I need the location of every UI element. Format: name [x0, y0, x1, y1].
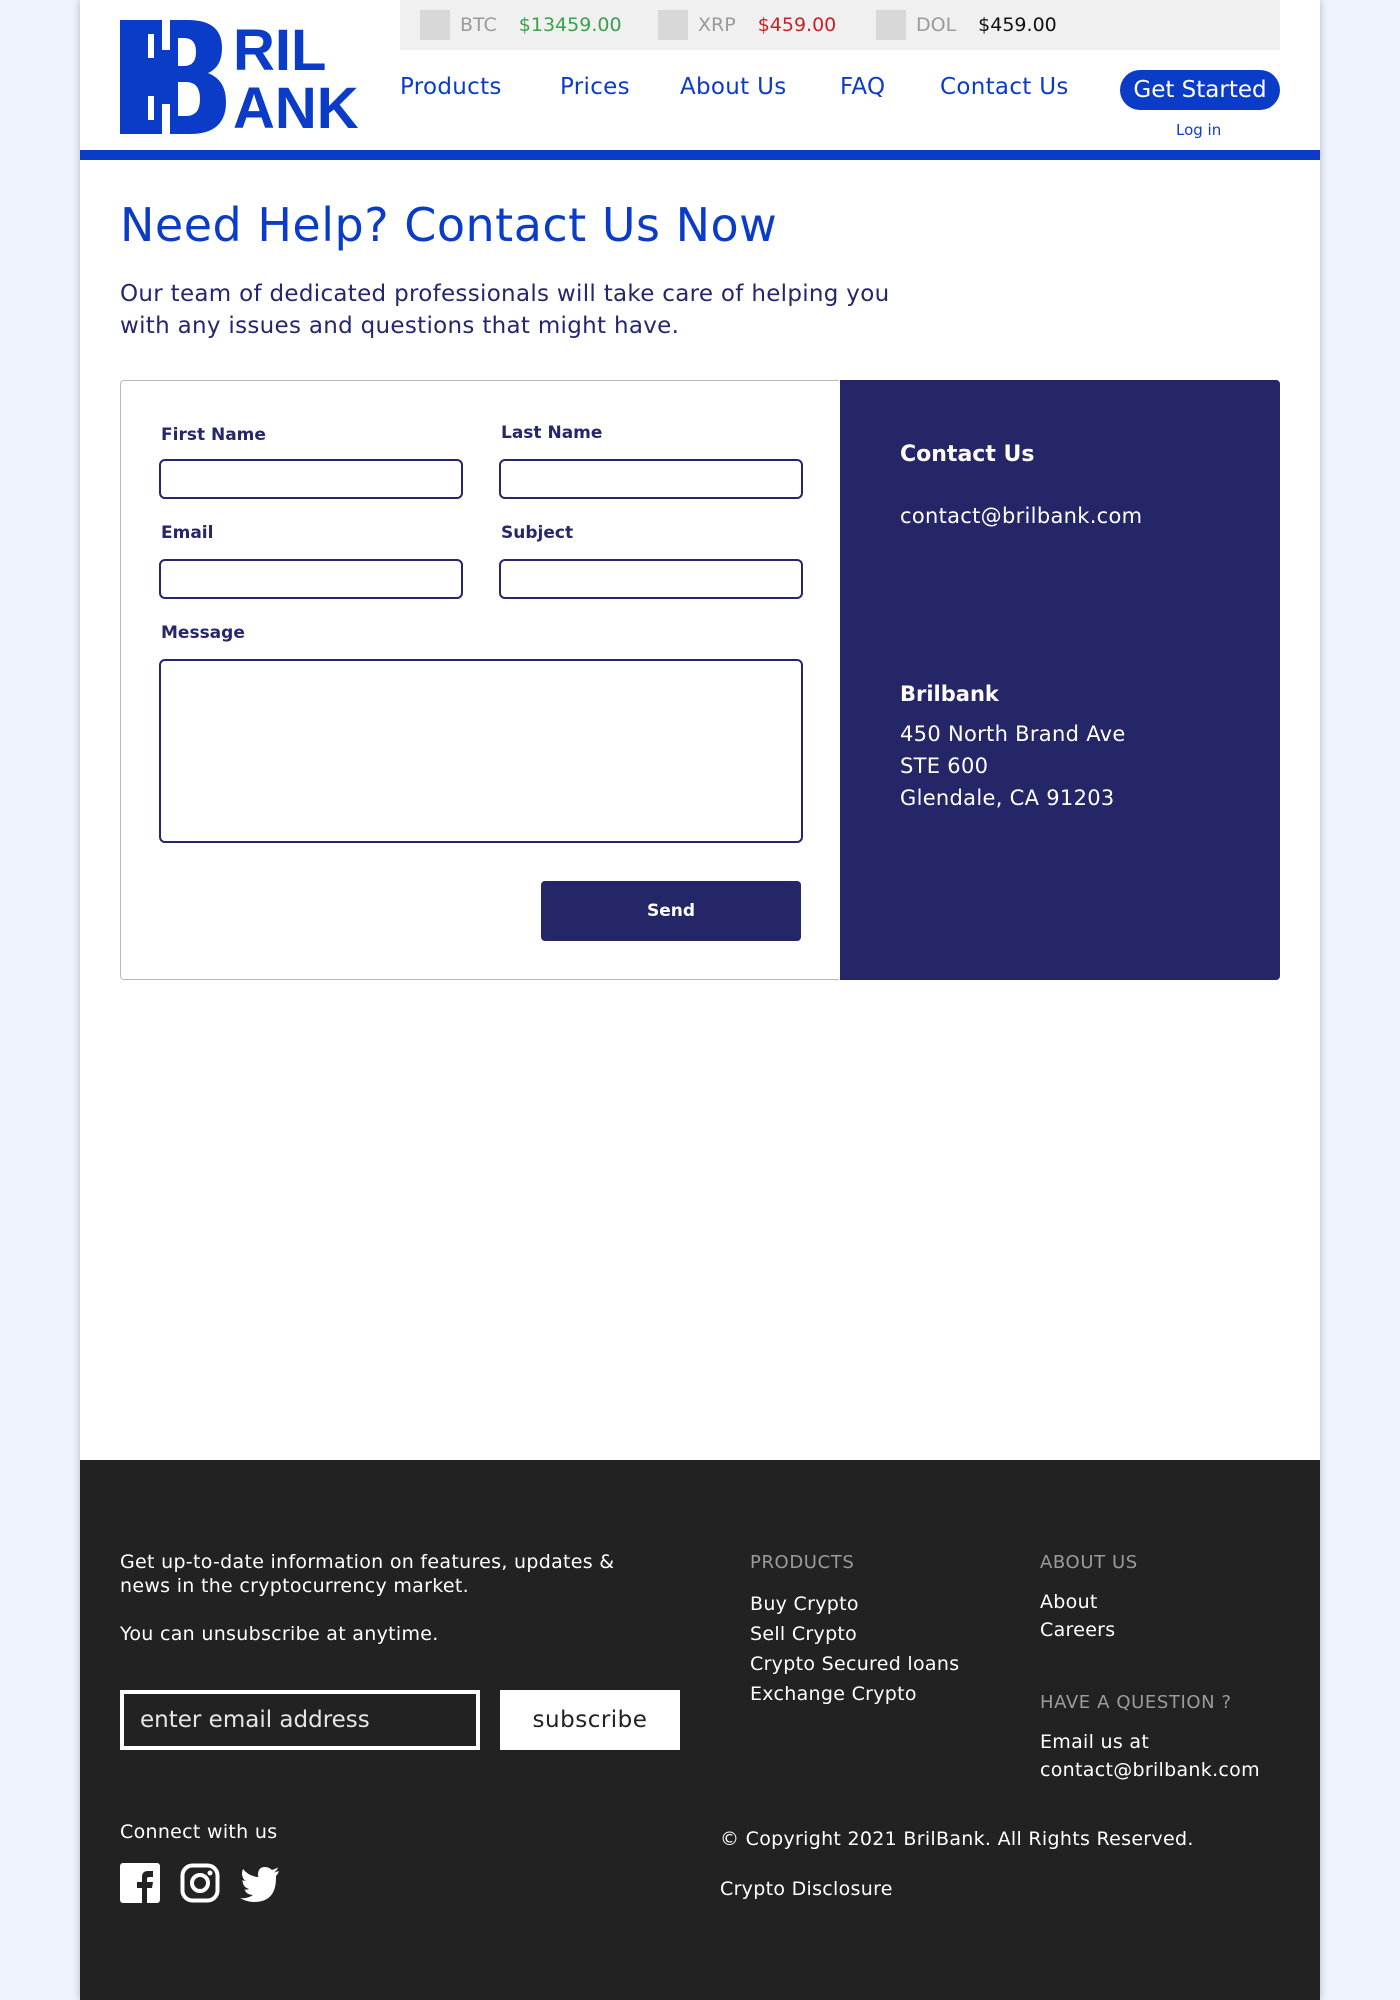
last-name-input[interactable]	[499, 459, 803, 499]
footer-link-crypto-secured-loans[interactable]: Crypto Secured loans	[750, 1653, 960, 1675]
about-heading: ABOUT US	[1040, 1552, 1138, 1573]
page-title: Need Help? Contact Us Now	[120, 198, 778, 252]
footer	[80, 1460, 1320, 2000]
footer-link-about[interactable]: About	[1040, 1591, 1098, 1613]
twitter-icon[interactable]	[240, 1863, 280, 1903]
footer-contact-email[interactable]: contact@brilbank.com	[1040, 1759, 1260, 1781]
address-line-1: 450 North Brand Ave	[900, 722, 1126, 746]
message-textarea[interactable]	[159, 659, 803, 843]
first-name-label: First Name	[161, 425, 266, 445]
login-link[interactable]: Log in	[1176, 121, 1222, 139]
xrp-coin-icon	[658, 10, 688, 40]
logo-text-ril: RIL	[233, 20, 327, 83]
question-line: Email us at	[1040, 1731, 1150, 1753]
ticker-price: $459.00	[978, 14, 1057, 36]
question-heading: HAVE A QUESTION ?	[1040, 1692, 1232, 1713]
email-input[interactable]	[159, 559, 463, 599]
subject-input[interactable]	[499, 559, 803, 599]
page-subtitle: Our team of dedicated professionals will take care of helping you with any issues and questions that might have.	[120, 281, 890, 339]
footer-link-buy-crypto[interactable]: Buy Crypto	[750, 1593, 859, 1615]
ticker-symbol: BTC	[460, 14, 497, 36]
nav-products[interactable]: Products	[400, 74, 502, 100]
address-line-3: Glendale, CA 91203	[900, 786, 1115, 810]
newsletter-email-input[interactable]	[120, 1690, 480, 1750]
contact-info-panel	[840, 380, 1280, 980]
subscribe-button[interactable]: subscribe	[500, 1690, 680, 1750]
footer-link-sell-crypto[interactable]: Sell Crypto	[750, 1623, 858, 1645]
contact-heading: Contact Us	[900, 442, 1035, 467]
email-label: Email	[161, 523, 214, 543]
connect-label: Connect with us	[120, 1821, 278, 1843]
ticker-item-btc[interactable]	[420, 10, 622, 40]
footer-link-exchange-crypto[interactable]: Exchange Crypto	[750, 1683, 917, 1705]
newsletter-text: Get up-to-date information on features, updates & news in the cryptocurrency market.	[120, 1551, 615, 1597]
last-name-label: Last Name	[501, 423, 603, 443]
company-name: Brilbank	[900, 682, 999, 706]
first-name-input[interactable]	[159, 459, 463, 499]
get-started-button[interactable]: Get Started	[1120, 70, 1280, 110]
ticker-symbol: XRP	[698, 14, 736, 36]
logo-text-ank: ANK	[233, 76, 359, 134]
contact-email[interactable]: contact@brilbank.com	[900, 504, 1143, 528]
message-label: Message	[161, 623, 245, 643]
facebook-icon[interactable]	[120, 1863, 160, 1903]
crypto-disclosure-link[interactable]: Crypto Disclosure	[720, 1878, 893, 1900]
contact-card	[120, 380, 1280, 980]
nav-contact-us[interactable]: Contact Us	[940, 74, 1069, 100]
ticker-price: $459.00	[757, 14, 837, 36]
instagram-icon[interactable]	[180, 1863, 220, 1903]
products-heading: PRODUCTS	[750, 1552, 855, 1573]
nav-prices[interactable]: Prices	[560, 74, 630, 100]
nav-faq[interactable]: FAQ	[840, 74, 886, 100]
brilbank-logo[interactable]	[120, 20, 370, 134]
dol-coin-icon	[876, 10, 906, 40]
ticker-symbol: DOL	[916, 14, 957, 36]
page	[80, 0, 1320, 2000]
subject-label: Subject	[501, 523, 574, 543]
unsubscribe-text: You can unsubscribe at anytime.	[120, 1623, 439, 1645]
price-ticker	[400, 0, 1280, 50]
copyright-text: © Copyright 2021 BrilBank. All Rights Reserved.	[720, 1828, 1194, 1850]
header-divider	[80, 150, 1320, 160]
contact-form	[120, 380, 839, 980]
ticker-price: $13459.00	[518, 14, 622, 36]
ticker-item-dol[interactable]	[876, 10, 1057, 40]
ticker-item-xrp[interactable]	[658, 10, 836, 40]
address-line-2: STE 600	[900, 754, 989, 778]
send-button[interactable]: Send	[541, 881, 801, 941]
nav-about-us[interactable]: About Us	[680, 74, 787, 100]
footer-link-careers[interactable]: Careers	[1040, 1619, 1116, 1641]
btc-coin-icon	[420, 10, 450, 40]
